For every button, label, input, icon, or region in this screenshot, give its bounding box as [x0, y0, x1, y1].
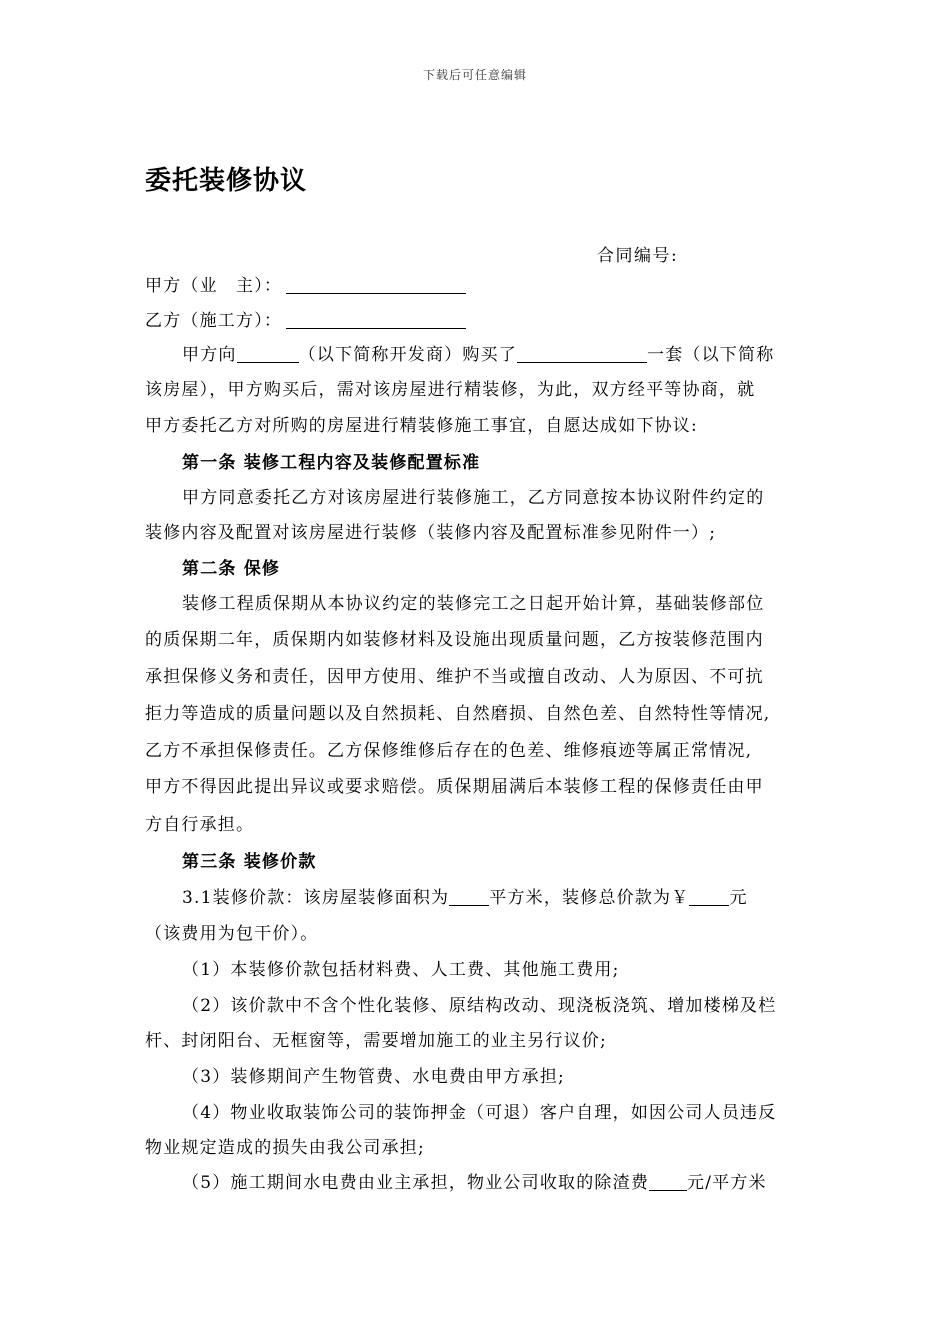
intro-text: （以下简称开发商）购买了 [298, 345, 518, 365]
debris-fee-blank[interactable] [649, 1173, 687, 1191]
intro-text: 一套（以下简称 [647, 345, 775, 365]
item-1: （1）本装修价款包括材料费、人工费、其他施工费用; [182, 960, 620, 980]
item-text: （5）施工期间水电费由业主承担，物业公司收取的除渣费 [182, 1173, 650, 1193]
article-2-line-2: 的质保期二年，质保期内如装修材料及设施出现质量问题，乙方按装修范围内 [145, 630, 764, 650]
party-a-blank[interactable] [286, 276, 466, 294]
developer-blank[interactable] [237, 345, 299, 363]
article-2-line-6: 甲方不得因此提出异议或要求赔偿。质保期届满后本装修工程的保修责任由甲 [145, 777, 764, 797]
party-a-line [145, 276, 810, 296]
intro-line-3: 甲方委托乙方对所购的房屋进行精装修施工事宜，自愿达成如下协议: [145, 416, 698, 436]
property-blank[interactable] [517, 345, 647, 363]
party-b-blank[interactable] [286, 311, 466, 329]
article-2-line-5: 乙方不承担保修责任。乙方保修维修后存在的色差、维修痕迹等属正常情况, [145, 741, 753, 761]
document-title: 委托装修协议 [145, 166, 308, 196]
item-4-line-2: 物业规定造成的损失由我公司承担; [145, 1138, 425, 1158]
party-b-label: 乙方（施工方）： [145, 311, 283, 331]
party-a-label: 甲方（业 主）： [145, 276, 283, 296]
item-4-line-1: （4）物业收取装饰公司的装饰押金（可退）客户自理，如因公司人员违反 [182, 1103, 777, 1123]
area-blank[interactable] [449, 888, 489, 906]
item-2-line-2: 杆、封闭阳台、无框窗等，需要增加施工的业主另行议价; [145, 1031, 607, 1051]
item-3: （3）装修期间产生物管费、水电费由甲方承担; [182, 1067, 565, 1087]
intro-line-2: 该房屋），甲方购买后，需对该房屋进行精装修，为此，双方经平等协商，就 [145, 380, 756, 400]
item-5 [182, 1173, 847, 1193]
article-2-line-4: 拒力等造成的质量问题以及自然损耗、自然磨损、自然色差、自然特性等情况, [145, 704, 771, 724]
page-header: 下载后可任意编辑 [422, 68, 527, 82]
total-price-blank[interactable] [689, 888, 729, 906]
article-1-line-1: 甲方同意委托乙方对该房屋进行装修施工，乙方同意按本协议附件约定的 [182, 488, 765, 508]
article-1-heading: 第一条 装修工程内容及装修配置标准 [182, 453, 481, 473]
item-text: 元/平方米 [687, 1173, 767, 1193]
party-b-line [145, 311, 810, 331]
article-3-heading: 第三条 装修价款 [182, 852, 317, 872]
article-2-line-7: 方自行承担。 [145, 815, 255, 835]
clause-3-1-line-2: （该费用为包干价）。 [145, 924, 319, 944]
contract-number-label: 合同编号: [597, 246, 679, 266]
article-1-line-2: 装修内容及配置对该房屋进行装修（装修内容及配置标准参见附件一）; [145, 523, 717, 543]
intro-text: 甲方向 [182, 345, 237, 365]
intro-line-1 [182, 345, 847, 365]
article-2-line-1: 装修工程质保期从本协议约定的装修完工之日起开始计算，基础装修部位 [182, 594, 765, 614]
article-2-line-3: 承担保修义务和责任，因甲方使用、维护不当或擅自改动、人为原因、不可抗 [145, 667, 764, 687]
clause-text: 元 [729, 888, 748, 908]
clause-3-1-line-1 [182, 888, 847, 908]
clause-text: 平方米，装修总价款为￥ [489, 888, 690, 908]
clause-text: 3.1装修价款：该房屋装修面积为 [182, 888, 450, 908]
article-2-heading: 第二条 保修 [182, 559, 281, 579]
item-2-line-1: （2）该价款中不含个性化装修、原结构改动、现浇板浇筑、增加楼梯及栏 [182, 996, 777, 1016]
